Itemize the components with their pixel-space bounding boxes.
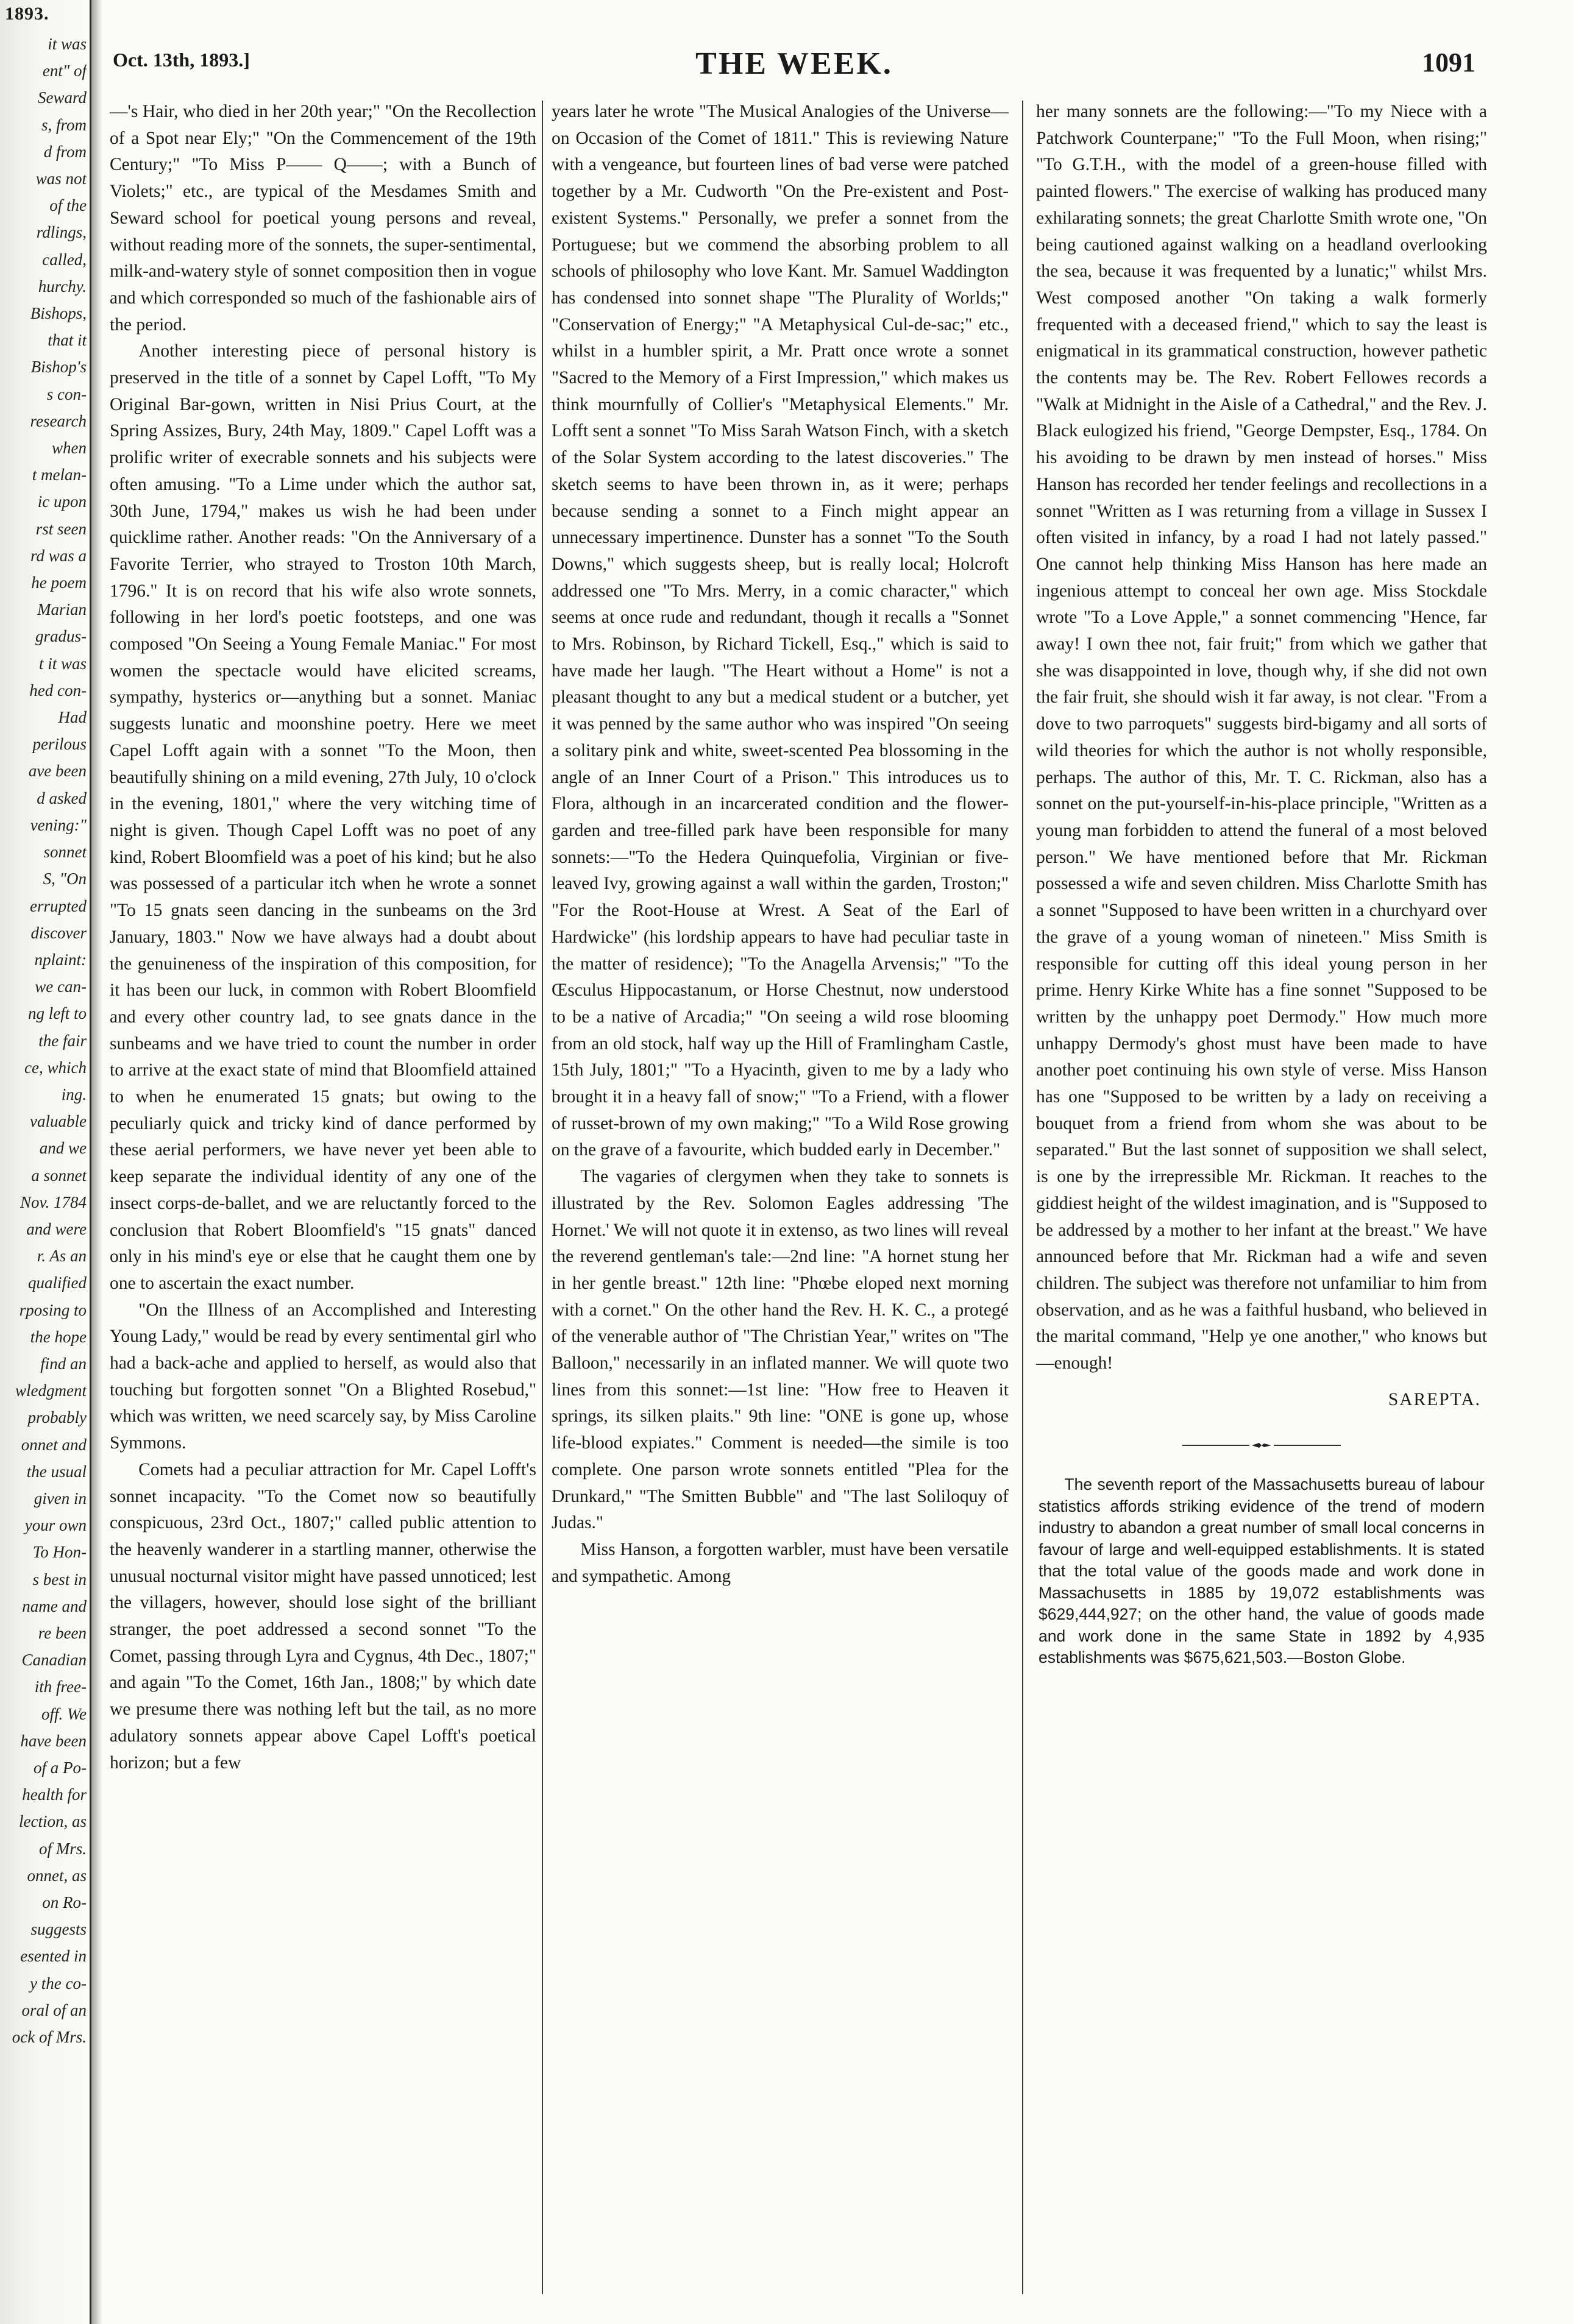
- gutter-fragment: s con-: [46, 384, 87, 403]
- header-date: Oct. 13th, 1893.]: [113, 49, 250, 71]
- article-paragraph: Another interesting piece of personal history is preserved in the title of a sonnet by Capel Lofft, "To My Original Bar-gown, written in Nisi Prius Court, at the Spring Assizes, Bury, 24th May, 1809." Capel Lofft was a prolific writer of execrable sonnets and his subjects were often amusing. "To a Lime under which the author sat, 30th June, 1794," makes us wish he had been under quicklime rather. Another reads: "On the Anniversary of a Favorite Terrier, who strayed to Troston 10th March, 1796." It is on record that his wife also wrote sonnets, following in her lord's poetic footsteps, and one was composed "On Seeing a Young Female Maniac." For most women the spectacle would have elicited screams, sympathy, hysterics or—anything but a sonnet. Maniac suggests lunatic and moonshine poetry. Here we meet Capel Lofft again with a sonnet "To the Moon, then beautifully shining on a mild evening, 27th July, 10 o'clock in the evening, 1801," where the very witching time of night is given. Though Capel Lofft was no poet of any kind, Robert Bloomfield was a poet of his kind; but he also was possessed of a particular itch when he wrote a sonnet "To 15 gnats seen dancing in the sunbeams on the 3rd January, 1803." Now we have always had a doubt about the genuineness of the inspiration of this composition, for it has been our luck, in common with Robert Bloomfield and every other country lad, to see gnats dance in the sunbeams and we have tried to count the number in order to arrive at the exact state of mind that Bloomfield attained to when he enumerated 15 gnats; but owing to the peculiarly quick and tricky kind of dance performed by these aerial performers, we have never yet been able to keep separate the individual identity of any one of the insect corps-de-ballet, and we are reluctantly forced to the conclusion that Robert Bloomfield's "15 gnats" danced only in his mind's eye or else that he caught them one by one to ascertain the exact number.: [110, 341, 536, 1293]
- gutter-fragment: the fair: [38, 1031, 87, 1050]
- gutter-fragment: onnet and: [21, 1435, 87, 1454]
- header-title: THE WEEK.: [695, 46, 893, 81]
- gutter-fragment: Seward: [38, 88, 87, 107]
- gutter-fragment: ce, which: [24, 1058, 87, 1077]
- gutter-fragment: find an: [40, 1354, 87, 1373]
- column-3-body: [1036, 99, 1487, 1377]
- gutter-fragment: of the: [49, 196, 87, 215]
- gutter-fragment: health for: [22, 1785, 87, 1804]
- gutter-fragment: suggests: [30, 1920, 87, 1939]
- news-note: [1036, 1474, 1487, 1669]
- page-number: 1091: [1422, 48, 1475, 77]
- gutter-fragment: Had: [58, 708, 87, 727]
- gutter-fragment: rdlings,: [36, 223, 87, 242]
- gutter-fragment: have been: [20, 1731, 87, 1750]
- page-header: [113, 46, 1475, 88]
- gutter-fragment: your own: [24, 1516, 87, 1535]
- article-paragraph: Comets had a peculiar attraction for Mr. Capel Lofft's sonnet incapacity. "To the Comet now so beautifully conspicuous, 23rd Oct., 1807;" called public attention to the heavenly wanderer in a startling manner, otherwise the unusual nocturnal visitor might have passed unnoticed; lest the villagers, however, should lose sight of the brilliant stranger, the poet addressed a second sonnet "To the Comet, passing through Lyra and Cygnus, 4th Dec., 1807;" and again "To the Comet, 16th Jan., 1808;" by which date we presume there was nothing left but the tail, as no more adulatory sonnets appear above Capel Lofft's poetical horizon; but a few: [110, 1459, 536, 1773]
- article-paragraph: The vagaries of clergymen when they take to sonnets is illustrated by the Rev. Solomon Eagles addressing 'The Hornet.' We will not quote it in extenso, as two lines will reveal the reverend gentleman's tale:—2nd line: "A hornet stung her in her gentle breast." 12th line: "Phœbe eloped next morning with a cornet." On the other hand the Rev. H. K. C., a protegé of the venerable author of "The Christian Year," writes on "The Balloon," necessarily in an inflated manner. We will quote two lines from this sonnet:—1st line: "How free to Heaven it springs, its silken plaits." 9th line: "ONE is gone up, whose life-blood expiates." Comment is needed—the simile is too complete. One parson wrote sonnets entitled "Plea for the Drunkard," "The Smitten Bubble" and "The last Soliloquy of Judas.": [552, 1167, 1009, 1533]
- gutter-fragment: called,: [42, 250, 87, 269]
- gutter-fragment: wledgment: [15, 1381, 87, 1400]
- gutter-fragment: To Hon-: [32, 1543, 87, 1562]
- gutter-fragment: research: [30, 411, 87, 430]
- news-note-paragraph: The seventh report of the Massachusetts bureau of labour statistics affords striking evidence of the trend of modern industry to abandon a great number of small local concerns in favour of large and well-equipped establishments. It is stated that the total value of the goods made and work done in Massachusetts in 1885 by 19,072 establishments was $629,444,927; on the other hand, the value of goods made and work done in the same State in 1892 by 4,935 establishments was $675,621,503.—Boston Globe.: [1039, 1475, 1485, 1667]
- article-paragraph: her many sonnets are the following:—"To my Niece with a Patchwork Counterpane;" "To the Full Moon, when rising;" "To G.T.H., with the model of a green-house filled with painted flowers." The exercise of walking has produced many exhilarating sonnets; the great Charlotte Smith wrote one, "On being cautioned against walking on a headland overlooking the sea, because it was frequented by a lunatic;" whilst Mrs. West composed another "On taking a walk formerly frequented with a deceased friend," which to say the least is enigmatical in its grammatical construction, however pathetic the contents may be. The Rev. Robert Fellowes records a "Walk at Midnight in the Aisle of a Cathedral," and the Rev. J. Black eulogized his friend, "George Dempster, Esq., 1784. On his avoiding to be drawn by men instead of horses." Miss Hanson has recorded her tender feelings and recollections in a sonnet "Written as I was returning from a village in Sussex I often visited in infancy, by a road I had not lately passed." One cannot help thinking Miss Hanson has here made an ingenious attempt to conceal her own age. Miss Stockdale wrote "To a Love Apple," a sonnet commencing "Hence, far away! I own thee not, fair fruit;" from which we gather that she was disappointed in love, though why, if she did not own the fair fruit, she should wish it far away, is not clear. "From a dove to two parroquets" suggests bird-bigamy and all sorts of wild theories for which the author is not wholly responsible, perhaps. The author of this, Mr. T. C. Rickman, also has a sonnet on the put-yourself-in-his-place principle, "Written as a young man forbidden to attend the funeral of a most beloved person." We have mentioned before that Mr. Rickman possessed a wife and seven children. Miss Charlotte Smith has a sonnet "Supposed to have been written in a churchyard over the grave of a young woman of nineteen." Miss Smith is responsible for cutting off this ideal young person in her prime. Henry Kirke White has a fine sonnet "Supposed to be written by the unhappy poet Dermody." How much more unhappy Dermody's ghost must have been made to have another poet continuing his own style of verse. Miss Hanson has one "Supposed to be written by a lady on receiving a bouquet from a friend from whom she was about to be separated." But the last sonnet of supposition we shall select, is one by the irrepressible Mr. Rickman. It reaches to the giddiest height of the wildest imagination, and is "Supposed to be addressed by a mother to her infant at the breast." We have announced before that Mr. Rickman had a wife and seven children. The subject was therefore not unfamiliar to him from observation, and as he was a faithful husband, who believed in the marital command, "Help ye one another," who knows but—enough!: [1036, 102, 1487, 1373]
- gutter-fragment: the usual: [26, 1462, 87, 1481]
- gutter-fragment: t melan-: [32, 466, 87, 484]
- gutter-fragment: rst seen: [35, 519, 87, 538]
- gutter-fragment: ock of Mrs.: [12, 2028, 87, 2047]
- gutter-fragment: r. As an: [37, 1247, 87, 1266]
- gutter-fragment: ave been: [28, 762, 87, 781]
- gutter-fragment: esented in: [20, 1947, 87, 1966]
- article-paragraph: years later he wrote "The Musical Analogies of the Universe—on Occasion of the Comet of 1811." This is reviewing Nature with a vengeance, but fourteen lines of bad verse were patched together by a Mr. Cudworth "On the Pre-existent and Post-existent Systems." Personally, we prefer a sonnet from the Portuguese; but we commend the absorbing problem to all schools of philosophy who love Kant. Mr. Samuel Waddington has condensed into sonnet shape "The Plurality of Worlds;" "Conservation of Energy;" "A Metaphysical Cul-de-sac;" etc., whilst in a humbler spirit, a Mr. Pratt once wrote a sonnet "Sacred to the Memory of a First Impression," which makes us think mournfully of Collier's "Metaphysical Elements." Mr. Lofft sent a sonnet "To Miss Sarah Watson Finch, with a sketch of the Solar System according to the latest discoveries." The sketch seems to have been thrown in, as it were; perhaps because sending a sonnet to a Finch might appear an unnecessary impertinence. Dunster has a sonnet "To the South Downs," which suggests sheep, but is really local; Holcroft addressed one "To Mrs. Merry, in a comic character," which seems at once rude and redundant, though it recalls a "Sonnet to Mrs. Robinson, by Richard Tickell, Esq.," which is said to have made her laugh. "The Heart without a Home" is not a pleasant thought to any but a medical student or a butcher, yet it was penned by the same author who was inspired "On seeing a solitary pink and white, sweet-scented Pea blossoming in the angle of an Inner Court of a Prison." This introduces us to Flora, although in an incarcerated condition and the flower-garden and tree-filled park have been responsible for many sonnets:—"To the Hedera Quinquefolia, Virginian or five-leaved Ivy, growing against a wall within the garden, Troston;" "For the Root-House at Wrest. A Seat of the Earl of Hardwicke" (his lordship appears to have had peculiar taste in the matter of residence); "To the Anagella Arvensis;" "To the Œsculus Hippocastanum, or Horse Chestnut, now understood to be a native of Arcadia;" "On seeing a wild rose blooming from an old stock, half way up the Hill of Framlingham Castle, 15th July, 1801;" "To a Hyacinth, given to me by a lady who brought it in a heavy fall of snow;" "To a Friend, with a flower of russet-brown of my own making;" "To a Wild Rose growing on the grave of a favourite, which budded early in December.": [552, 102, 1009, 1160]
- gutter-text-fragments: [1, 30, 87, 2050]
- column-1: [110, 99, 536, 1776]
- gutter-fragment: it was: [48, 35, 87, 53]
- gutter-fragment: sonnet: [43, 843, 87, 862]
- column-rule: [1022, 101, 1023, 2294]
- gutter-fragment: errupted: [30, 896, 87, 915]
- gutter-fragment: perilous: [32, 735, 87, 754]
- gutter-fragment: oral of an: [21, 2000, 87, 2019]
- gutter-fragment: s best in: [32, 1570, 87, 1589]
- gutter-fragment: Canadian: [21, 1651, 87, 1670]
- previous-page-gutter: [0, 0, 91, 2324]
- gutter-fragment: valuable: [30, 1112, 87, 1131]
- gutter-fragment: and we: [39, 1139, 87, 1158]
- gutter-fragment: hed con-: [29, 681, 87, 700]
- article-paragraph: —'s Hair, who died in her 20th year;" "On the Recollection of a Spot near Ely;" "On the Commencement of the 19th Century;" "To Miss P—— Q——; with a Bunch of Violets;" etc., are typical of the Mesdames Smith and Seward school for poetical young persons and reveal, without reading more of the sonnets, the super-sentimental, milk-and-watery style of sonnet composition then in vogue and which corresponded so much of the fashionable airs of the period.: [110, 102, 536, 335]
- gutter-fragment: given in: [34, 1489, 87, 1507]
- gutter-fragment: ic upon: [37, 492, 87, 511]
- section-divider-ornament: [1182, 1441, 1341, 1450]
- column-3: [1036, 99, 1487, 1669]
- gutter-fragment: onnet, as: [27, 1866, 87, 1885]
- gutter-fragment: ith free-: [34, 1677, 87, 1696]
- gutter-fragment: and were: [26, 1219, 87, 1238]
- gutter-fragment: ing.: [61, 1085, 87, 1104]
- gutter-fragment: name and: [22, 1596, 87, 1615]
- gutter-fragment: Bishop's: [30, 358, 87, 377]
- gutter-fragment: s, from: [41, 115, 87, 134]
- gutter-fragment: Bishops,: [30, 304, 87, 323]
- gutter-fragment: S, "On: [43, 870, 87, 888]
- gutter-fragment: we can-: [35, 977, 87, 996]
- gutter-fragment: of Mrs.: [38, 1839, 87, 1858]
- gutter-fragment: t it was: [38, 654, 87, 673]
- gutter-fragment: of a Po-: [34, 1759, 87, 1777]
- gutter-fragment: d asked: [37, 788, 87, 807]
- column-rule: [542, 101, 543, 2294]
- divider-flourish-icon: [1251, 1441, 1273, 1450]
- spine-shadow: [91, 0, 102, 2324]
- gutter-fragment: on Ro-: [42, 1893, 87, 1912]
- gutter-fragment: he poem: [31, 573, 87, 592]
- gutter-fragment: off. We: [41, 1704, 87, 1723]
- gutter-fragment: nplaint:: [34, 950, 87, 969]
- gutter-fragment: rd was a: [30, 546, 87, 565]
- article-signature: SAREPTA.: [1388, 1389, 1481, 1409]
- gutter-fragment: lection, as: [19, 1812, 87, 1831]
- gutter-fragment: gradus-: [35, 627, 87, 646]
- gutter-fragment: qualified: [28, 1274, 87, 1292]
- gutter-year: 1893.: [5, 4, 49, 24]
- gutter-fragment: re been: [38, 1623, 87, 1642]
- gutter-fragment: Marian: [37, 600, 87, 619]
- gutter-fragment: y the co-: [30, 1974, 87, 1993]
- gutter-fragment: the hope: [30, 1327, 87, 1346]
- gutter-fragment: when: [52, 439, 87, 458]
- gutter-fragment: discover: [30, 923, 87, 942]
- gutter-fragment: rposing to: [19, 1300, 87, 1319]
- gutter-fragment: was not: [35, 169, 87, 188]
- gutter-fragment: a sonnet: [31, 1166, 87, 1185]
- gutter-fragment: ent" of: [42, 62, 87, 80]
- column-2: [552, 99, 1009, 1590]
- gutter-fragment: that it: [48, 331, 87, 350]
- article-paragraph: Miss Hanson, a forgotten warbler, must have been versatile and sympathetic. Among: [552, 1539, 1009, 1586]
- gutter-fragment: hurchy.: [38, 277, 87, 296]
- gutter-fragment: probably: [27, 1408, 87, 1427]
- gutter-fragment: Nov. 1784: [20, 1192, 87, 1211]
- article-paragraph: "On the Illness of an Accomplished and Interesting Young Lady," would be read by every sentimental girl who had a back-ache and applied to herself, as would also that touching but forgotten sonnet "On a Blighted Rosebud," which was written, we need scarcely say, by Miss Caroline Symmons.: [110, 1300, 536, 1453]
- gutter-fragment: ng left to: [28, 1004, 87, 1023]
- gutter-fragment: d from: [43, 142, 87, 161]
- gutter-fragment: vening:": [30, 815, 87, 834]
